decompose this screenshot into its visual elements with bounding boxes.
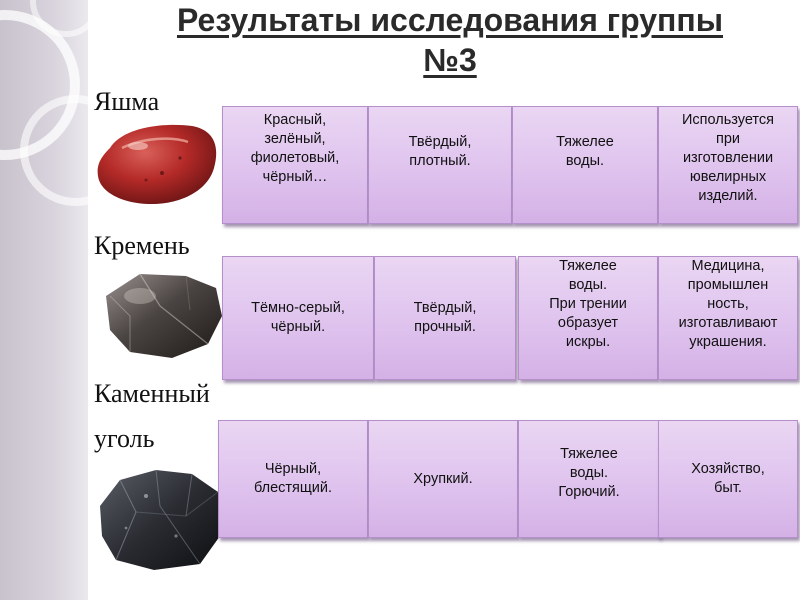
mineral-label-coal bbox=[94, 378, 210, 455]
slide-title-line-1: Результаты исследования группы bbox=[176, 2, 724, 38]
jasper-hardness-text: Твёрдый, плотный. bbox=[408, 134, 472, 169]
jasper-usage-cell bbox=[658, 106, 798, 224]
slide-title bbox=[100, 0, 800, 80]
slide-title-line-2: №3 bbox=[423, 42, 477, 78]
jasper-density-cell bbox=[512, 106, 658, 224]
coal-usage-cell bbox=[658, 420, 798, 538]
jasper-density-text: Тяжелее воды. bbox=[556, 134, 614, 169]
jasper-color-cell bbox=[222, 106, 368, 224]
flint-color-cell bbox=[222, 256, 374, 380]
mineral-label-coal-line-1: Каменный bbox=[94, 379, 210, 408]
jasper-color-text: Красный, зелёный, фиолетовый, чёрный… bbox=[250, 112, 340, 185]
jasper-usage-text: Используется при изготовлении ювелирных изделий. bbox=[681, 112, 775, 204]
coal-density-cell bbox=[518, 420, 660, 538]
mineral-label-jasper: Яшма bbox=[94, 87, 160, 116]
coal-color-text: Чёрный, блестящий. bbox=[253, 461, 333, 496]
flint-hardness-cell bbox=[374, 256, 516, 380]
coal-stone-image bbox=[96, 466, 224, 572]
mineral-label-coal-line-2: уголь bbox=[94, 424, 155, 453]
coal-density-text: Тяжелее воды. Горючий. bbox=[558, 446, 620, 500]
coal-color-cell bbox=[218, 420, 368, 538]
jasper-hardness-cell bbox=[368, 106, 512, 224]
flint-hardness-text: Твёрдый, прочный. bbox=[413, 300, 477, 335]
flint-usage-cell bbox=[658, 256, 798, 380]
flint-stone-image bbox=[100, 266, 225, 364]
coal-hardness-cell bbox=[368, 420, 518, 538]
coal-hardness-text: Хрупкий. bbox=[413, 470, 473, 487]
coal-usage-text: Хозяйство, быт. bbox=[691, 461, 765, 496]
flint-usage-text: Медицина, промышлен ность, изготавливают украшения. bbox=[678, 258, 778, 350]
flint-color-text: Тёмно-серый, чёрный. bbox=[251, 300, 345, 335]
mineral-label-flint: Кремень bbox=[94, 231, 190, 260]
flint-density-cell bbox=[518, 256, 658, 380]
jasper-stone-image bbox=[92, 118, 222, 210]
flint-density-text: Тяжелее воды. При трении образует искры. bbox=[549, 258, 627, 350]
